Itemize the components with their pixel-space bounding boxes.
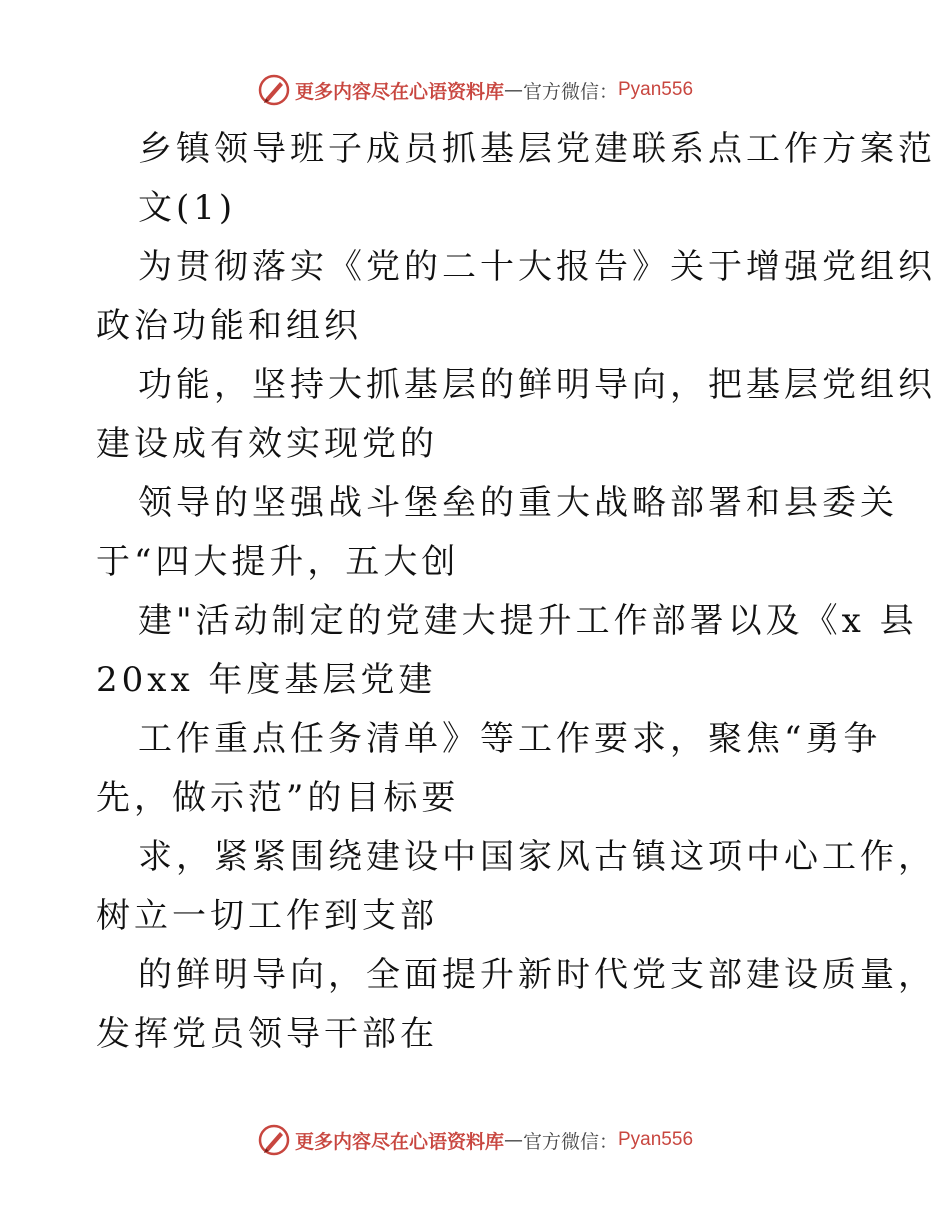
pen-in-circle-icon	[257, 73, 291, 107]
body-line: 的鲜明导向，全面提升新时代党支部建设质量，	[138, 955, 936, 995]
watermark-official: 官方微信：	[522, 1130, 618, 1153]
pen-in-circle-icon	[257, 1123, 291, 1157]
watermark-site: 更多内容尽在心语资料库	[294, 80, 504, 103]
body-line: 工作重点任务清单》等工作要求，聚焦“勇争	[138, 719, 882, 759]
body-line: 树立一切工作到支部	[96, 896, 438, 936]
watermark-wechat-id: Pyan556	[618, 1129, 694, 1150]
body-line: 政治功能和组织	[96, 306, 362, 346]
body-line: 建设成有效实现党的	[96, 424, 438, 464]
body-line: 求，紧紧围绕建设中国家风古镇这项中心工作，	[138, 837, 936, 877]
title-line-2: 文(1)	[138, 188, 237, 228]
watermark-footer	[0, 1120, 950, 1160]
body-line: 领导的坚强战斗堡垒的重大战略部署和县委关	[138, 483, 898, 523]
watermark-wechat-id: Pyan556	[618, 79, 694, 100]
body-line: 为贯彻落实《党的二十大报告》关于增强党组织	[138, 247, 936, 287]
body-line: 功能，坚持大抓基层的鲜明导向，把基层党组织	[138, 365, 936, 405]
watermark-dash: —	[503, 1129, 523, 1151]
watermark-official: 官方微信：	[522, 80, 618, 103]
watermark-site: 更多内容尽在心语资料库	[294, 1130, 504, 1153]
body-line: 发挥党员领导干部在	[96, 1014, 438, 1054]
watermark-header	[0, 70, 950, 110]
body-line: 20xx 年度基层党建	[96, 660, 437, 700]
watermark-dash: —	[503, 79, 523, 101]
body-line: 于“四大提升，五大创	[96, 542, 460, 582]
body-line: 建"活动制定的党建大提升工作部署以及《x 县	[138, 601, 918, 641]
title-line-1: 乡镇领导班子成员抓基层党建联系点工作方案范	[138, 129, 936, 169]
body-line: 先，做示范”的目标要	[96, 778, 460, 818]
document-body	[96, 120, 936, 1064]
